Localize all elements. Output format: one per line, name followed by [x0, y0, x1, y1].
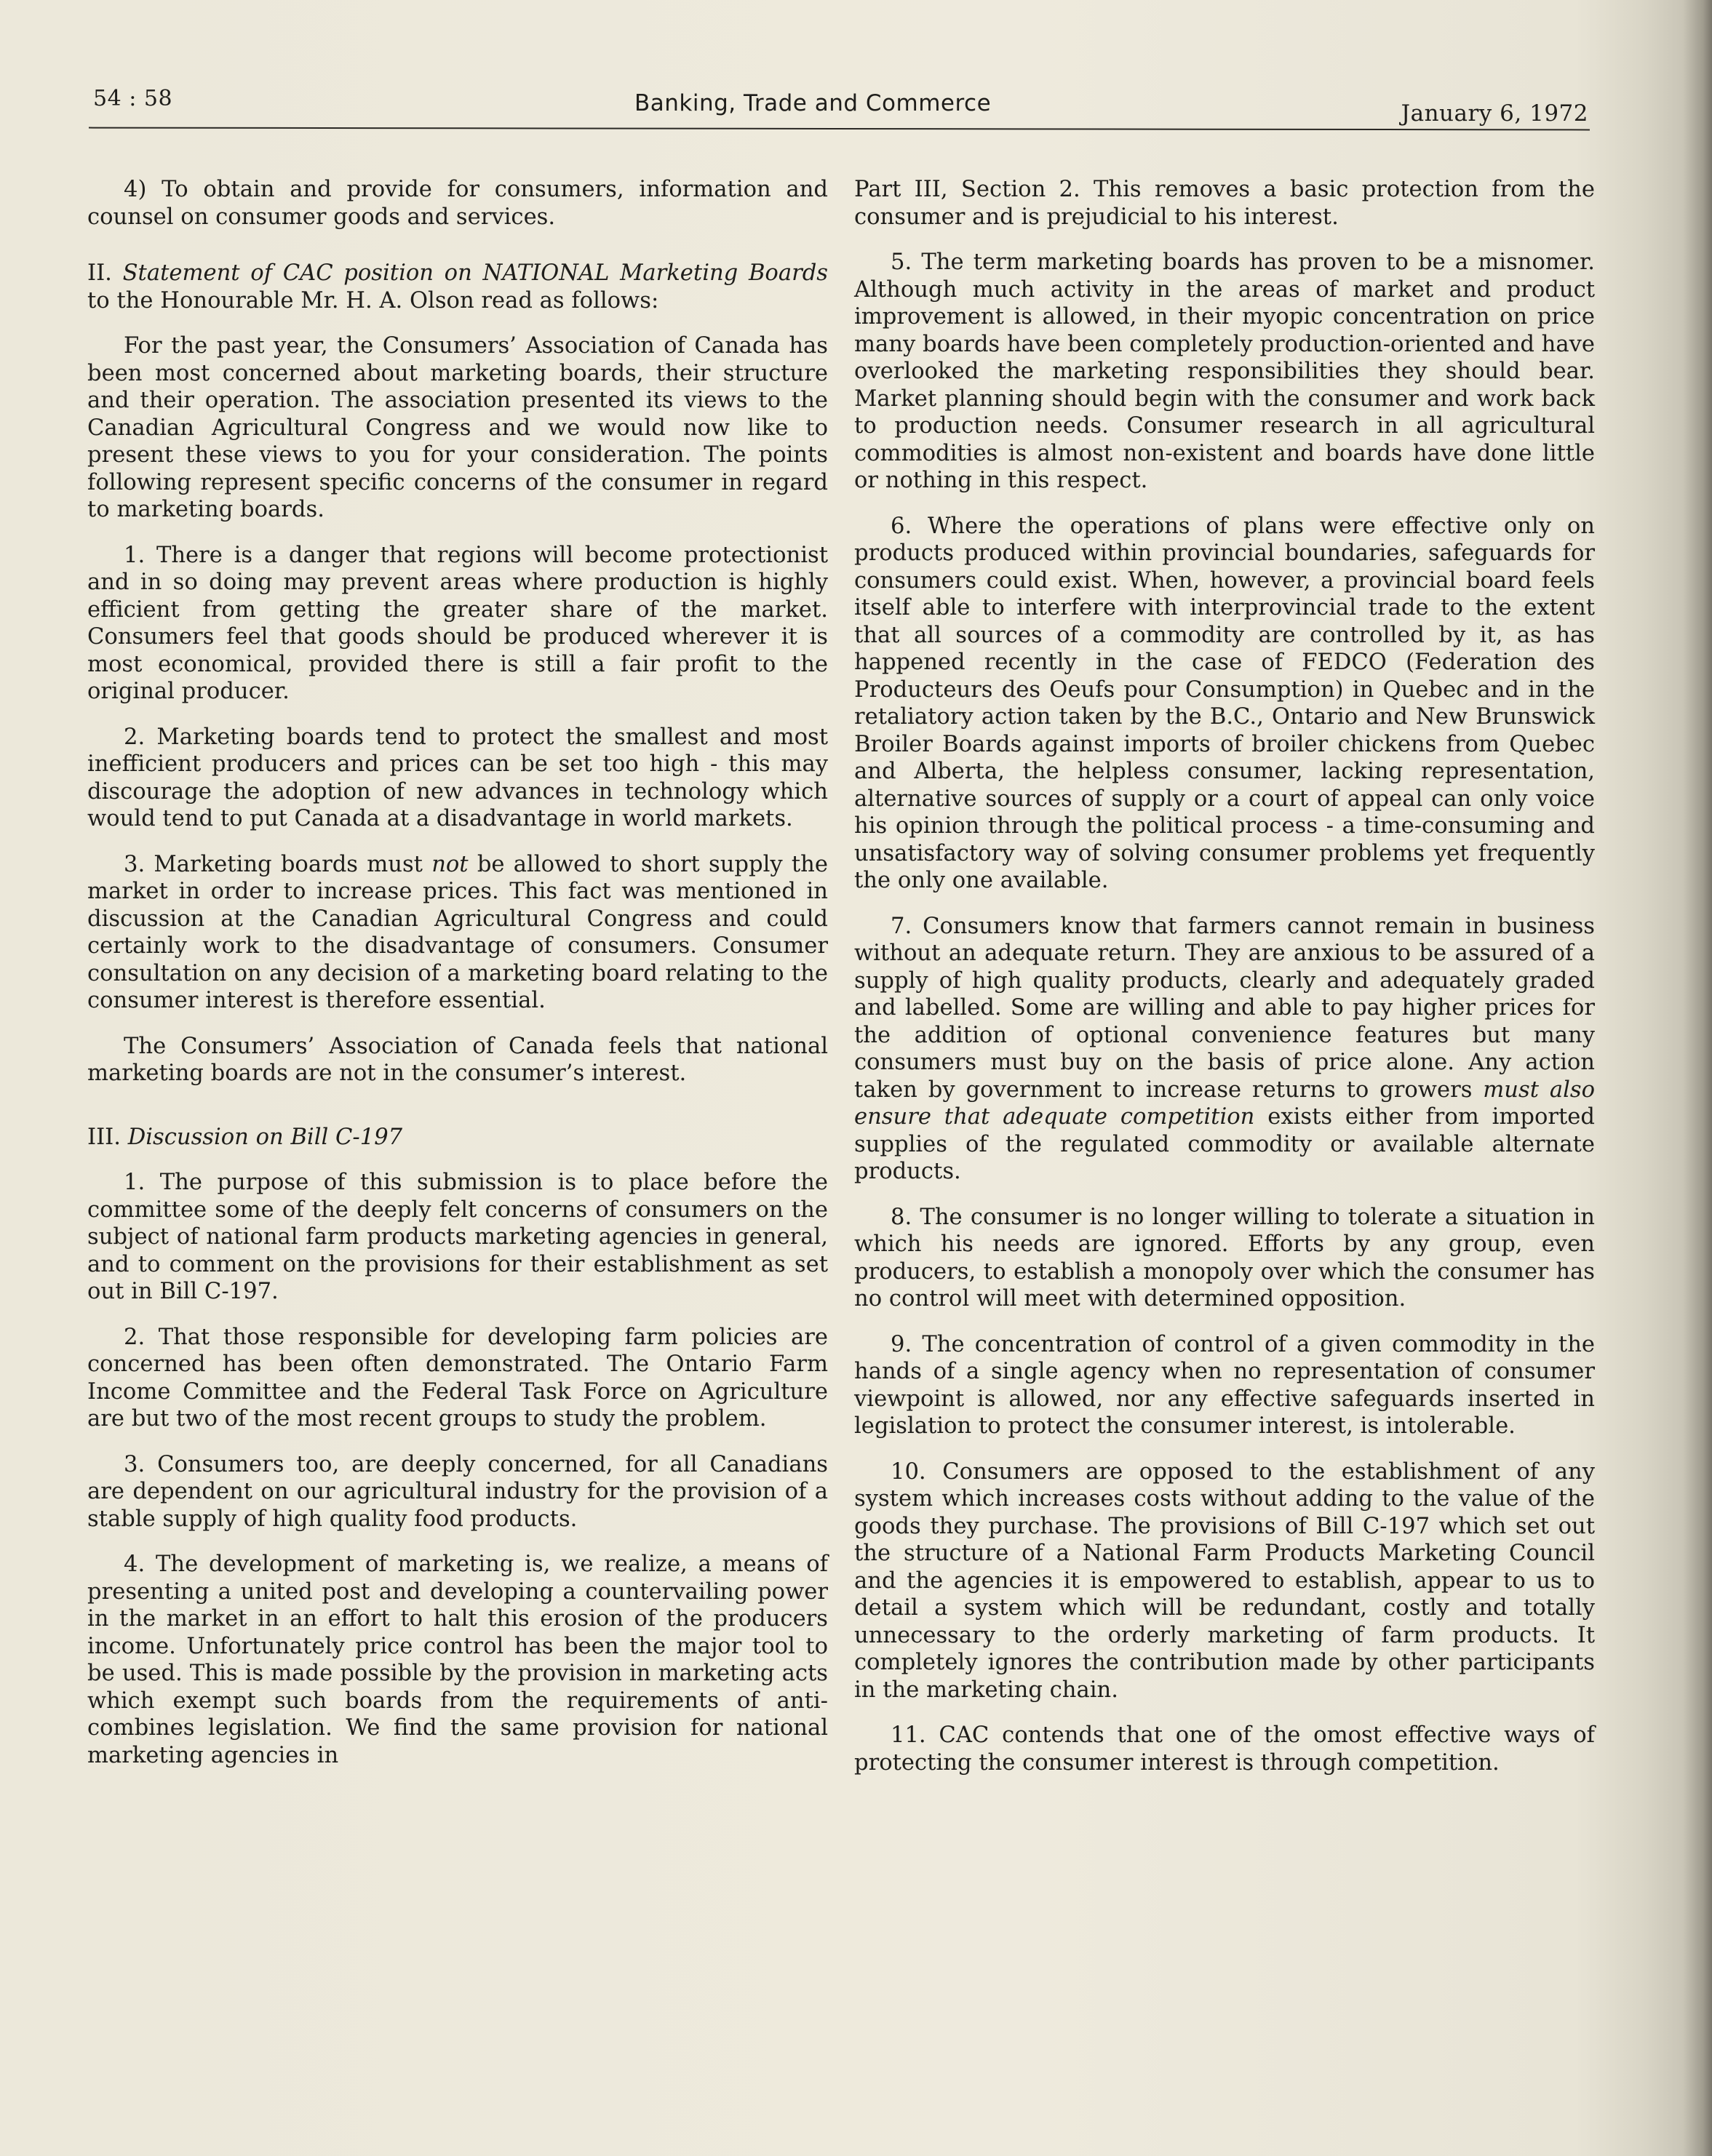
- header-rule: [89, 127, 1590, 131]
- text-run: 7. Consumers know that farmers cannot remain in business without an adequate return. They are anxious to be assured of a supply of high quality products, clearly and adequately graded and labelled. Some are willing and able to pay higher prices for the addition of optional convenience features but many consumers must buy on the basis of price alone. Any action taken by government to increase returns to growers: [854, 913, 1595, 1103]
- emphasis: must also ensure that adequate competition: [854, 1077, 1595, 1130]
- paragraph: 11. CAC contends that one of the omost effective ways of protecting the consumer interest is through competition.: [854, 1722, 1595, 1776]
- section-title: Discussion on Bill C-197: [127, 1124, 403, 1150]
- paragraph: 4. The development of marketing is, we realize, a means of presenting a united post and developing a countervailing power in the market in an effort to halt this erosion of the producers income. Unfortunately price control has been the major tool to be used. This is made possible by the provision in marketing acts which exempt such boards from the requirements of anti-combines legislation. We find the same provision for national marketing agencies in: [87, 1552, 828, 1768]
- paragraph: 6. Where the operations of plans were effective only on products produced within provincial boundaries, safeguards for consumers could exist. When, however, a provincial board feels itself able to interfere with interprovincial trade to the extent that all sources of a commodity are controlled by it, as has happened recently in the case of FEDCO (Federation des Producteurs des Oeufs pour Consumption) in Quebec and in the retaliatory action taken by the B.C., Ontario and New Brunswick Broiler Boards against imports of broiler chickens from Quebec and Alberta, the helpless consumer, lacking representation, alternative sources of supply or a court of appeal can only voice his opinion through the political process - a time-consuming and unsatisfactory way of solving consumer problems yet frequently the only one available.: [854, 513, 1595, 893]
- section-heading-iii: [87, 1124, 828, 1151]
- section-heading-ii: [87, 260, 828, 314]
- paragraph: 10. Consumers are opposed to the establishment of any system which increases costs without adding to the value of the goods they purchase. The provisions of Bill C-197 which set out the structure of a National Farm Products Marketing Council and the agencies it is empowered to establish, appear to us to detail a system which will be redundant, costly and totally unnecessary to the orderly marketing of farm products. It completely ignores the contribution made by other participants in the marketing chain.: [854, 1458, 1595, 1703]
- section-title: Statement of CAC position on NATIONAL Marketing Boards: [122, 260, 828, 286]
- section-number: II.: [87, 260, 112, 286]
- text-run: 3. Marketing boards must: [124, 851, 423, 877]
- paragraph: 2. Marketing boards tend to protect the smallest and most inefficient producers and prices can be set too high - this may discourage the adoption of new advances in technology which would tend to put Canada at a disadvantage in world markets.: [87, 724, 828, 831]
- paragraph: The Consumers’ Association of Canada feels that national marketing boards are not in the consumer’s interest.: [87, 1033, 828, 1086]
- page-header: [89, 86, 1590, 132]
- paragraph: [87, 851, 828, 1015]
- section-number: III.: [87, 1124, 121, 1150]
- paragraph: 5. The term marketing boards has proven to be a misnomer. Although much activity in the areas of market and product improvement is allowed, in their myopic concentration on price many boards have been completely production-oriented and have overlooked the marketing responsibilities they should bear. Market planning should begin with the consumer and work back to production needs. Consumer research in all agricultural commodities is almost non-existent and boards have done little or nothing in this respect.: [854, 249, 1595, 493]
- paragraph: For the past year, the Consumers’ Association of Canada has been most concerned about marketing boards, their structure and their operation. The association presented its views to the Canadian Agricultural Congress and we would now like to present these views to you for your consideration. The points following represent specific concerns of the consumer in regard to marketing boards.: [87, 333, 828, 522]
- left-column: [87, 176, 828, 1787]
- text-run: exists either from imported supplies of the regulated commodity or available alternate products.: [854, 1104, 1595, 1184]
- paragraph: Part III, Section 2. This removes a basic protection from the consumer and is prejudicial to his interest.: [854, 177, 1595, 230]
- right-column: [854, 176, 1595, 1794]
- running-title: Banking, Trade and Commerce: [634, 90, 992, 116]
- section-title-rest: to the Honourable Mr. H. A. Olson read as follows:: [87, 287, 659, 314]
- paragraph: 3. Consumers too, are deeply concerned, for all Canadians are dependent on our agricultural industry for the provision of a stable supply of high quality food products.: [87, 1451, 828, 1532]
- paragraph: [854, 913, 1595, 1186]
- header-date: January 6, 1972: [1401, 100, 1588, 127]
- paragraph: 9. The concentration of control of a given commodity in the hands of a single agency when no representation of consumer viewpoint is allowed, nor any effective safeguards inserted in legislation to protect the consumer interest, is intolerable.: [854, 1331, 1595, 1439]
- paragraph: 1. The purpose of this submission is to place before the committee some of the deeply felt concerns of consumers on the subject of national farm products marketing agencies in general, and to comment on the provisions for their establishment as set out in Bill C-197.: [87, 1170, 828, 1304]
- paragraph: 4) To obtain and provide for consumers, information and counsel on consumer goods and services.: [87, 177, 828, 230]
- page-number: 54 : 58: [93, 86, 173, 111]
- emphasis: not: [431, 851, 469, 877]
- paragraph: 2. That those responsible for developing farm policies are concerned has been often demonstrated. The Ontario Farm Income Committee and the Federal Task Force on Agriculture are but two of the most recent groups to study the problem.: [87, 1324, 828, 1432]
- text-run: be allowed to short supply the market in order to increase prices. This fact was mentioned in discussion at the Canadian Agricultural Congress and could certainly work to the disadvantage of consumers. Consumer consultation on any decision of a marketing board relating to the consumer interest is therefore essential.: [87, 851, 828, 1013]
- paragraph: 8. The consumer is no longer willing to tolerate a situation in which his needs are ignored. Efforts by any group, even producers, to establish a monopoly over which the consumer has no control will meet with determined opposition.: [854, 1204, 1595, 1311]
- paragraph: 1. There is a danger that regions will become protectionist and in so doing may prevent areas where production is highly efficient from getting the greater share of the market. Consumers feel that goods should be produced wherever it is most economical, provided there is still a fair profit to the original producer.: [87, 542, 828, 704]
- binding-shadow: [1683, 0, 1712, 2156]
